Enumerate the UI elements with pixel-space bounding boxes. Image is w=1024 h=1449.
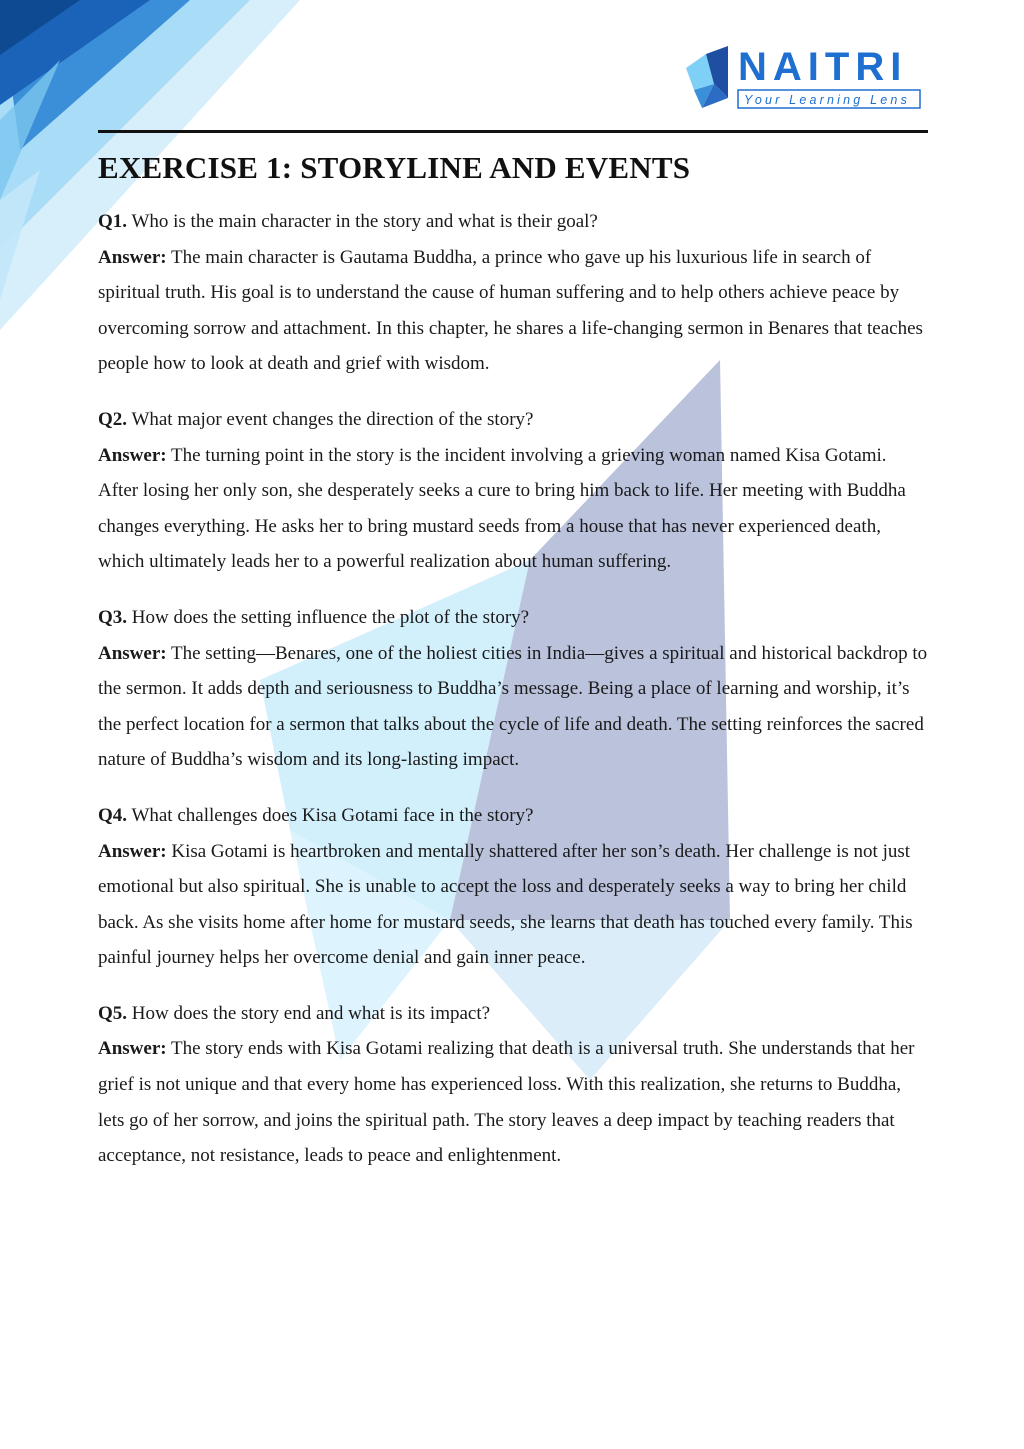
question-text: What major event changes the direction of the story? <box>127 408 534 430</box>
question-text: How does the story end and what is its impact? <box>127 1002 491 1024</box>
answer <box>98 1031 928 1173</box>
question <box>98 798 928 834</box>
answer-text: The main character is Gautama Buddha, a prince who gave up his luxurious life in search of spiritual truth. His goal is to understand the cause of human suffering and to help others achieve peace by overcoming sorrow and attachment. In this chapter, he shares a life-changing sermon in Benares that teaches people how to look at death and grief with wisdom. <box>98 246 923 375</box>
question-label: Q2. <box>98 408 128 430</box>
answer-label: Answer: <box>98 840 167 862</box>
question-label: Q4. <box>98 804 128 826</box>
answer <box>98 834 928 976</box>
page-title: EXERCISE 1: STORYLINE AND EVENTS <box>98 150 691 185</box>
question <box>98 402 928 438</box>
answer-label: Answer: <box>98 444 167 466</box>
question-text: How does the setting influence the plot of the story? <box>127 606 530 628</box>
answer-label: Answer: <box>98 246 167 268</box>
answer-label: Answer: <box>98 1038 167 1060</box>
answer-text: The setting—Benares, one of the holiest cities in India—gives a spiritual and historical backdrop to the sermon. It adds depth and seriousness to Buddha’s message. Being a place of learning and worship, it’s the perfect location for a sermon that talks about the cycle of life and death. The setting reinforces the sacred nature of Buddha’s wisdom and its long-lasting impact. <box>98 642 928 771</box>
qa-item <box>98 600 928 778</box>
answer <box>98 438 928 580</box>
question-label: Q3. <box>98 606 128 628</box>
answer <box>98 240 928 382</box>
question <box>98 600 928 636</box>
answer-text: The turning point in the story is the incident involving a grieving woman named Kisa Gotami. After losing her only son, she desperately seeks a cure to bring him back to life. Her meeting with Buddha changes everything. He asks her to bring mustard seeds from a house that has never experienced death, which ultimately leads her to a powerful realization about human suffering. <box>98 444 906 573</box>
logo-tagline: Your Learning Lens <box>744 93 911 107</box>
answer-text: The story ends with Kisa Gotami realizing that death is a universal truth. She understands that her grief is not unique and that every home has experienced loss. With this realization, she returns to Buddha, lets go of her sorrow, and joins the spiritual path. The story leaves a deep impact by teaching readers that acceptance, not resistance, leads to peace and enlightenment. <box>98 1038 915 1167</box>
answer <box>98 636 928 778</box>
qa-item <box>98 798 928 976</box>
question-text: What challenges does Kisa Gotami face in the story? <box>127 804 534 826</box>
question-text: Who is the main character in the story and what is their goal? <box>127 211 598 232</box>
question-label: Q5. <box>98 1002 128 1024</box>
header-divider <box>98 130 928 133</box>
answer-label: Answer: <box>98 642 167 664</box>
qa-item <box>98 402 928 580</box>
question <box>98 996 928 1032</box>
qa-item <box>98 996 928 1174</box>
logo-mark-icon <box>686 46 728 108</box>
question <box>98 204 928 240</box>
question-label: Q1. <box>98 211 128 232</box>
brand-logo <box>684 46 932 116</box>
qa-item <box>98 204 928 382</box>
logo-wordmark: NAITRI <box>738 46 908 89</box>
page-content <box>98 150 928 1194</box>
answer-text: Kisa Gotami is heartbroken and mentally shattered after her son’s death. Her challenge is not just emotional but also spiritual. She is unable to accept the loss and desperately seeks a way to bring her child back. As she visits home after home for mustard seeds, she learns that death has touched every family. This painful journey helps her overcome denial and gain inner peace. <box>98 840 913 969</box>
